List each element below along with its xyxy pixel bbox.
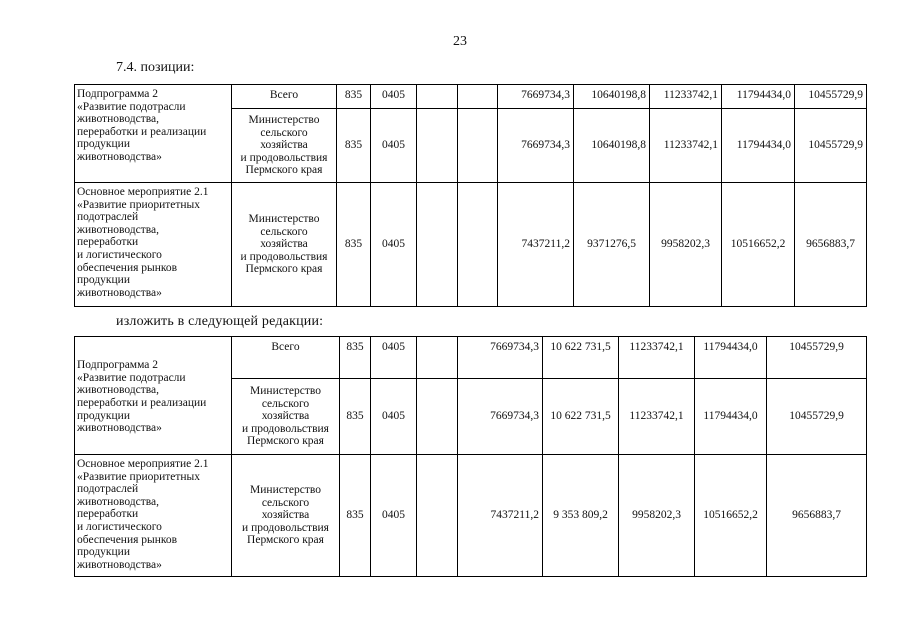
value-cell: 10 622 731,5 [543,337,619,379]
value-cell: 10640198,8 [574,85,650,109]
value-cell: 10516652,2 [695,455,767,577]
csr-cell [417,109,458,183]
executor-cell: Министерство сельского хозяйства и продовольствия Пермского края [232,183,337,307]
value-cell: 10640198,8 [574,109,650,183]
table-row [75,85,867,109]
vr-cell [458,183,498,307]
rzpr-cell: 0405 [371,337,417,379]
value-cell: 10455729,9 [795,85,867,109]
value-cell: 11794434,0 [695,379,767,455]
rzpr-cell: 0405 [371,379,417,455]
value-cell: 11233742,1 [650,85,722,109]
section-heading-before: 7.4. позиции: [116,60,195,75]
table-row [75,337,867,379]
budget-table-before [74,84,867,307]
program-name-cell: Основное мероприятие 2.1 «Развитие приоритетных подотраслей животноводства, переработки и логистического обеспечения рынков продукции животноводства» [75,455,232,577]
table-row [75,183,867,307]
value-cell: 9656883,7 [767,455,867,577]
value-cell: 7669734,3 [498,109,574,183]
value-cell: 7437211,2 [498,183,574,307]
grbs-cell: 835 [340,455,371,577]
rzpr-cell: 0405 [371,455,417,577]
vr-cell [458,85,498,109]
csr-cell [417,455,458,577]
value-cell: 7669734,3 [458,337,543,379]
rzpr-cell: 0405 [371,109,417,183]
csr-cell [417,183,458,307]
vr-cell [458,109,498,183]
rzpr-cell: 0405 [371,85,417,109]
csr-cell [417,379,458,455]
executor-cell: Министерство сельского хозяйства и продовольствия Пермского края [232,109,337,183]
grbs-cell: 835 [340,379,371,455]
grbs-cell: 835 [340,337,371,379]
value-cell: 11233742,1 [650,109,722,183]
value-cell: 9656883,7 [795,183,867,307]
table-row [75,455,867,577]
value-cell: 9958202,3 [619,455,695,577]
page-number: 23 [453,34,467,49]
value-cell: 11794434,0 [722,85,795,109]
value-cell: 7669734,3 [498,85,574,109]
value-cell: 10455729,9 [767,337,867,379]
executor-cell: Министерство сельского хозяйства и продовольствия Пермского края [232,379,340,455]
rzpr-cell: 0405 [371,183,417,307]
csr-cell [417,337,458,379]
value-cell: 7669734,3 [458,379,543,455]
grbs-cell: 835 [337,183,371,307]
budget-table-after [74,336,867,577]
value-cell: 7437211,2 [458,455,543,577]
program-name-cell: Подпрограмма 2 «Развитие подотрасли животноводства, переработки и реализации продукции животноводства» [75,337,232,455]
value-cell: 11794434,0 [695,337,767,379]
value-cell: 11233742,1 [619,379,695,455]
grbs-cell: 835 [337,109,371,183]
value-cell: 10 622 731,5 [543,379,619,455]
program-name-cell: Основное мероприятие 2.1 «Развитие приоритетных подотраслей животноводства, переработки и логистического обеспечения рынков продукции животноводства» [75,183,232,307]
executor-cell: Министерство сельского хозяйства и продовольствия Пермского края [232,455,340,577]
executor-cell: Всего [232,85,337,109]
value-cell: 10455729,9 [795,109,867,183]
value-cell: 11233742,1 [619,337,695,379]
csr-cell [417,85,458,109]
value-cell: 9958202,3 [650,183,722,307]
value-cell: 9371276,5 [574,183,650,307]
value-cell: 9 353 809,2 [543,455,619,577]
executor-cell: Всего [232,337,340,379]
value-cell: 11794434,0 [722,109,795,183]
program-name-cell: Подпрограмма 2 «Развитие подотрасли животноводства, переработки и реализации продукции животноводства» [75,85,232,183]
value-cell: 10516652,2 [722,183,795,307]
value-cell: 10455729,9 [767,379,867,455]
grbs-cell: 835 [337,85,371,109]
section-heading-after: изложить в следующей редакции: [116,314,324,329]
